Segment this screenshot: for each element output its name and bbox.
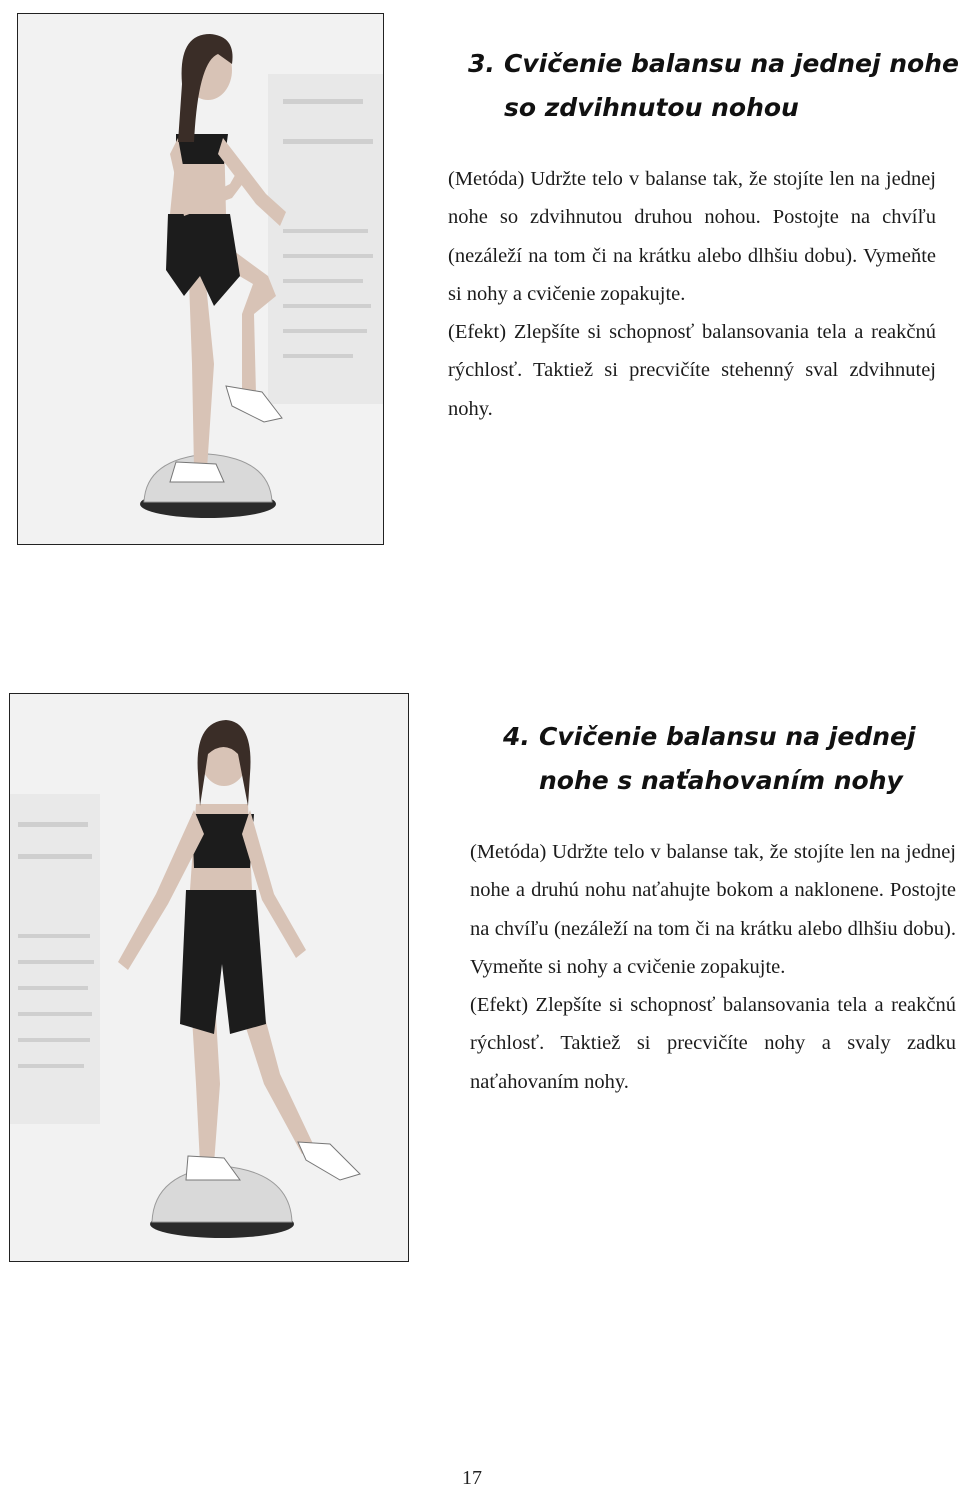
section-4-body (470, 833, 956, 1101)
section-3-body (448, 160, 936, 428)
section-3-effect: (Efekt) Zlepšíte si schopnosť balansovania tela a reakčnú rýchlosť. Taktiež si precvičíte stehenný sval zdvihnutej nohy. (448, 321, 936, 420)
section-3-title-line2: so zdvihnutou nohou (504, 93, 799, 122)
section-4-title-line1: Cvičenie balansu na jednej (539, 722, 916, 751)
section-4-number: 4. (503, 722, 530, 751)
section-3-title-line1: Cvičenie balansu na jednej nohe (504, 49, 959, 78)
exercise-photo-raised-knee (17, 13, 384, 545)
woman-balance-raised-knee-illustration (18, 14, 383, 544)
section-4-method: (Metóda) Udržte telo v balanse tak, že stojíte len na jednej nohe a druhú nohu naťahujte bokom a naklonene. Postojte na chvíľu (nezáleží na tom či na krátku alebo dlhšiu dobu). Vymeňte si nohy a cvičenie zopakujte. (470, 841, 956, 978)
section-3-heading (468, 42, 959, 130)
section-3-method: (Metóda) Udržte telo v balanse tak, že stojíte len na jednej nohe so zdvihnutou druhou nohou. Postojte na chvíľu (nezáleží na tom či na krátku alebo dlhšiu dobu). Vymeňte si nohy a cvičenie zopakujte. (448, 168, 936, 305)
woman-balance-side-stretch-illustration (10, 694, 408, 1261)
section-3-number: 3. (468, 49, 495, 78)
section-4-title-line2: nohe s naťahovaním nohy (539, 766, 903, 795)
section-4-effect: (Efekt) Zlepšíte si schopnosť balansovania tela a reakčnú rýchlosť. Taktiež si precvičíte nohy a svaly zadku naťahovaním nohy. (470, 994, 956, 1093)
page-number: 17 (462, 1467, 482, 1489)
exercise-photo-side-stretch (9, 693, 409, 1262)
section-4-heading (503, 715, 916, 803)
